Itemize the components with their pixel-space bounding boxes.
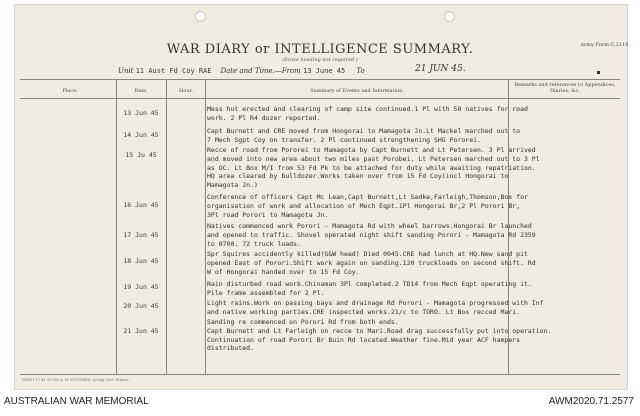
from-value: 13 June 45 — [303, 67, 346, 75]
entry-text: Capt Burnett and CRE moved from Hongorai to Mamagota Jn.Lt Mackel marched out to 7 Mech Sgpt Coy on transfer. 2 Pl continued strengthening SHG Pororei. — [207, 127, 521, 144]
entry-text: Natives commenced work Porori - Mamagota Rd with wheel barrows.Hongorai Br launched and opened to traffic. Shovel operated night shift sanding Porori - Mamagota Rd 2359 to 0700. 72 truck loads. — [207, 222, 536, 248]
printer-imprint: W4361 11.41 30,000 A. H. PUTTERER, Acting Govt. Printer. — [22, 378, 130, 382]
table-rule-top — [20, 79, 620, 80]
entry-text: Sanding re commenced on Porori Rd from both ends. Capt Burnett and Lt Farleigh on recce to Mari.Road drag successfully put into operation. Continuation of road Porori Br Buin Rd located.Weather fine.Mid year ACF hampers distributed. — [207, 318, 552, 353]
unit-value: 11 Aust Fd Coy RAE — [135, 67, 212, 75]
header-summary: Summary of Events and Information. — [310, 88, 404, 94]
entry-date: 20 Jun 45 — [123, 302, 159, 310]
entry-date: 19 Jun 45 — [123, 283, 159, 291]
header-place: Place. — [62, 88, 78, 94]
entry-text: Spr Squires accidently killed(G&W head) Died 0945.CRE had lunch at HQ.New sand pit opened East of Porori.Shift work again on sanding.120 truckloads on second shift. Rd W of Hongorai handed over to 15 Fd Coy. — [207, 250, 536, 276]
datetime-label: Date and Time.—From — [220, 67, 301, 75]
document-subtitle: (Erase heading not required.) — [282, 57, 358, 63]
header-date: Date. — [134, 88, 148, 94]
entry-text: Recce of road from Pororei to Mamagota by Capt Burnett and Lt Petersen. 3 Pl arrived and moved into new area about two miles past Porobei. Lt Petersen marched out to 3 Pl as OC. Lt Box M/I from 53 Fd Pk to be attached for duty while awaiting repatriation. HQ area cleared by bulldozer.Works taken over from 15 Fd Coy(incl Hongorai to Mamagota Jn.) — [207, 146, 540, 190]
entry-date: 14 Jun 45 — [123, 131, 159, 139]
entry-text: Light rains.Work on passing bays and drainage Rd Porori - Mamagota progressed with Inf and native working parties.CRE inspected works.21/c to TORO. Lt Box recced Mari. — [207, 299, 544, 316]
entry-date: 17 Jun 45 — [123, 231, 159, 239]
punch-hole — [444, 11, 455, 22]
header-hour: Hour. — [178, 88, 194, 94]
entry-date: 18 Jun 45 — [123, 257, 159, 265]
punch-hole — [195, 11, 206, 22]
form-reference: Army Form C.2118. — [580, 42, 630, 48]
entry-date: 15 Ju 45 — [125, 151, 157, 159]
unit-line — [118, 67, 365, 75]
entry-text: Conference of officers Capt Mc Lean,Capt Burnett,Lt Sadke,Farleigh,Thomson,Box for organisation of work and allocation of Mech Eqpt.1Pl Hongorai Br,2 Pl Porori Br, 3Pl road Porori to Mamagota Jn. — [207, 193, 528, 219]
entry-text: Rain disturbed road work.Chinaman 3Pl completed.2 TD14 from Mech Eqpt operating it. Pile frame assembled for 2 Pl. — [207, 280, 532, 297]
table-col-rule — [205, 79, 206, 374]
to-label: To — [356, 67, 365, 75]
table-col-rule — [166, 79, 167, 374]
document-title: WAR DIARY or INTELLIGENCE SUMMARY. — [166, 42, 474, 57]
table-rule-header — [20, 98, 620, 99]
table-rule-bottom — [20, 374, 620, 375]
tick-mark — [597, 71, 600, 74]
archive-credit: AUSTRALIAN WAR MEMORIAL — [4, 396, 149, 407]
unit-label: Unit — [118, 67, 134, 75]
header-remarks: Remarks and references to Appendices, Diaries, &c. — [514, 82, 616, 94]
entry-date: 13 Jun 45 — [123, 109, 159, 117]
entry-date: 21 Jun 45 — [123, 327, 159, 335]
archive-id: AWM2020.71.2577 — [548, 396, 634, 407]
entry-date: 16 Jun 45 — [123, 201, 159, 209]
entry-text: Mess hut erected and clearing of camp site continued.1 Pl with 50 natives for road work. 2 Pl R4 dozer reported. — [207, 105, 528, 122]
to-value: 21 JUN 45. — [415, 64, 466, 74]
